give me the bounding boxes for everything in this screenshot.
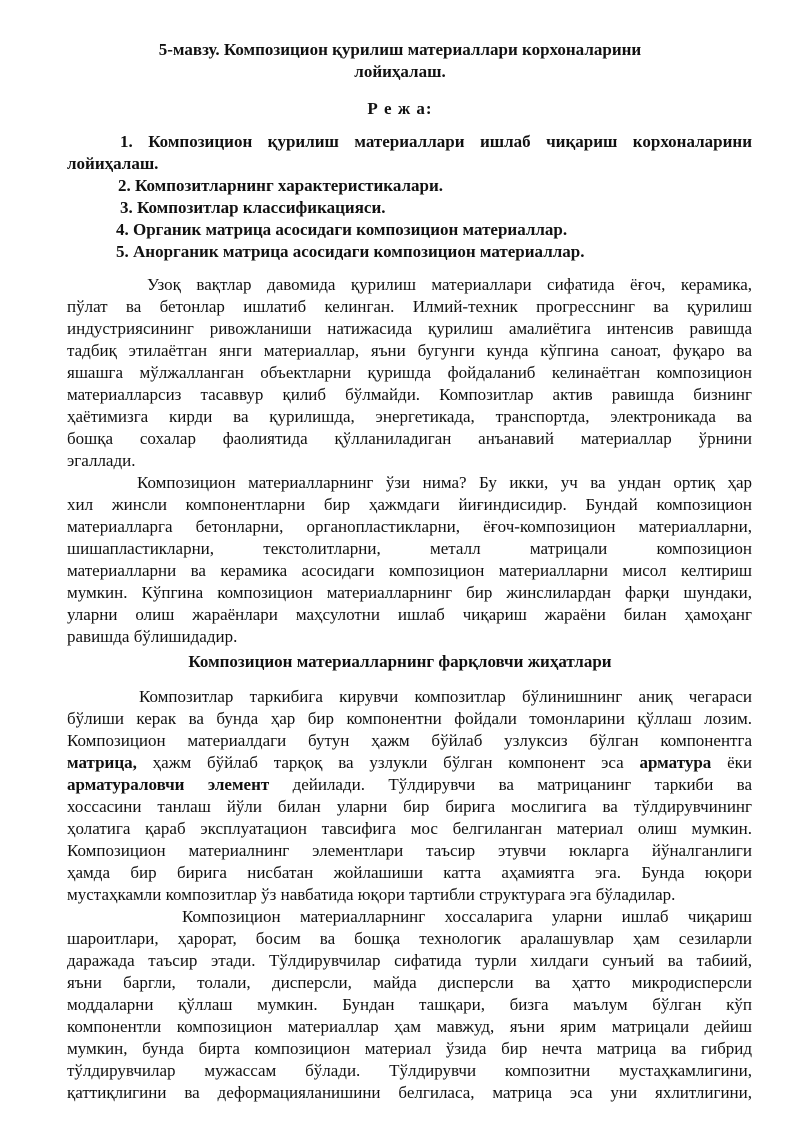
paragraph-line: Композицион материалдаги бутун ҳажм бўйлаб узлуксиз бўлган компонентга: [67, 731, 752, 750]
paragraph-line: Композицион материалларнинг ўзи нима? Бу икки, уч ва ундан ортиқ ҳар: [137, 473, 752, 492]
paragraph-line: индустриясининг ривожланиши натижасида қурилиш амалиётига интенсив равишда: [67, 319, 752, 338]
paragraph-line: мумкин, бунда бирта композицион материал ўзида бир нечта матрица ва гибрид: [67, 1039, 752, 1058]
paragraph-line: яшашга мўлжалланган объектларни қуришда фойдаланиб келинаётган композицион: [67, 363, 752, 382]
paragraph-line: Композицион материалнинг элементлари таъсир этувчи юкларга йўналганлиги: [67, 841, 752, 860]
paragraph-line: бўлиши керак ва бунда ҳар бир компонентни фойдали томонларини қўллаш лозим.: [67, 709, 752, 728]
paragraph-line: уларни олиш жараёнлари маҳсулотни ишлаб чиқариш жараёни билан ҳамоҳанг: [67, 605, 752, 624]
plan-heading: Р е ж а:: [367, 99, 433, 118]
paragraph-line: шароитлари, ҳарорат, босим ва бошқа технологик аралашувлар ҳам сезиларли: [67, 929, 752, 948]
plan-item-5: 5. Анорганик матрица асосидаги композицион материаллар.: [116, 242, 585, 261]
section-heading: Композицион материалларнинг фарқловчи жиҳатлари: [188, 652, 612, 671]
term-matrix: матрица,: [67, 753, 137, 772]
plan-item-4: 4. Органик матрица асосидаги композицион материаллар.: [116, 220, 568, 239]
lesson-title-line2: лойиҳалаш.: [354, 62, 446, 81]
text-run: ёки: [711, 753, 752, 772]
text-run: дейилади. Тўлдирувчи ва матрицанинг таркиби ва: [269, 775, 752, 794]
paragraph-2: [67, 472, 752, 648]
plan-item-1-cont: лойиҳалаш.: [67, 154, 159, 173]
term-reinforcement: арматура: [639, 753, 712, 772]
paragraph-line: материалларсиз тасаввур қилиб бўлмайди. Композитлар актив равишда бизнинг: [67, 385, 752, 404]
paragraph-line: шишапластикларни, текстолитларни, металл матрицали композицион: [67, 539, 752, 558]
paragraph-3: [67, 686, 752, 906]
paragraph-line: пўлат ва бетонлар ишлатиб келинган. Илмий-техник прогресснинг ва қурилиш: [67, 297, 752, 316]
paragraph-line: компонентли композицион материаллар ҳам мавжуд, яъни ярим матрицали дейиш: [67, 1017, 752, 1036]
paragraph-line: мумкин. Кўпгина композицион материалларнинг бир жинслилардан фарқи шундаки,: [67, 583, 752, 602]
paragraph-line: [67, 774, 752, 796]
paragraph-line: ҳамда бир бирига нисбатан жойлашиши катта аҳамиятга эга. Бунда юқори: [67, 863, 752, 882]
plan-item-1: 1. Композицион қурилиш материаллари ишлаб чиқариш корхоналарини: [120, 132, 752, 151]
term-reinforcing-element: арматураловчи элемент: [67, 775, 270, 794]
paragraph-line: Композитлар таркибига кирувчи композитлар бўлинишнинг аниқ чегараси: [139, 687, 752, 706]
paragraph-line: Узоқ вақтлар давомида қурилиш материаллари сифатида ёғоч, керамика,: [147, 275, 752, 294]
paragraph-line: моддаларни қўллаш мумкин. Бундан ташқари, бизга маълум бўлган кўп: [67, 995, 752, 1014]
paragraph-line: тадбиқ этилаётган янги материаллар, яъни бугунги кунда кўпгина саноат, фуқаро ва: [67, 341, 752, 360]
paragraph-1: [67, 274, 752, 472]
plan-item-3: 3. Композитлар классификацияси.: [120, 198, 386, 217]
paragraph-line: материалларга бетонларни, органопластикларни, ёғоч-композицион материалларни,: [67, 517, 752, 536]
paragraph-line: эгаллади.: [67, 451, 136, 470]
lesson-title: [70, 39, 730, 83]
paragraph-line: мустаҳкамли композитлар ўз навбатида юқори тартибли структурага эга бўладилар.: [67, 885, 676, 904]
plan-item-2: 2. Композитларнинг характеристикалари.: [118, 176, 444, 195]
paragraph-line: даражада таъсир этади. Тўлдирувчилар сифатида турли хилдаги сунъий ва табиий,: [67, 951, 752, 970]
paragraph-4: [67, 906, 752, 1104]
paragraph-line: қаттиқлигини ва деформацияланишини белгиласа, матрица эса уни яхлитлигини,: [67, 1083, 752, 1102]
lesson-title-line1: 5-мавзу. Композицион қурилиш материаллари корхоналарини: [158, 40, 642, 59]
paragraph-line: хил жинсли компонентларни бир ҳажмдаги йиғиндисидир. Бундай композицион: [67, 495, 752, 514]
paragraph-line: ҳаётимизга кирди ва қурилишда, энергетикада, транспортда, электроникада ва: [67, 407, 752, 426]
paragraph-line: материалларни ва керамика асосидаги композицион материалларни мисол келтириш: [67, 561, 752, 580]
text-run: ҳажм бўйлаб тарқоқ ва узлукли бўлган компонент эса: [136, 753, 640, 772]
paragraph-line: Композицион материалларнинг хоссаларига уларни ишлаб чиқариш: [182, 907, 752, 926]
paragraph-line: яъни баргли, толали, дисперсли, майда дисперсли ва ҳатто микродисперсли: [67, 973, 752, 992]
paragraph-line: [67, 752, 752, 774]
paragraph-line: равишда бўлишидадир.: [67, 627, 238, 646]
paragraph-line: хоссасини танлаш йўли билан уларни бир бирига мослигига ва тўлдирувчининг: [67, 797, 752, 816]
paragraph-line: тўлдирувчилар мужассам бўлади. Тўлдирувчи композитни мустаҳкамлигини,: [67, 1061, 752, 1080]
paragraph-line: бошқа сохалар фаолиятида қўлланиладиган анъанавий материаллар ўрнини: [67, 429, 752, 448]
paragraph-line: ҳолатига қараб эксплуатацион тавсифига мос белгиланган материал олиш мумкин.: [67, 819, 752, 838]
